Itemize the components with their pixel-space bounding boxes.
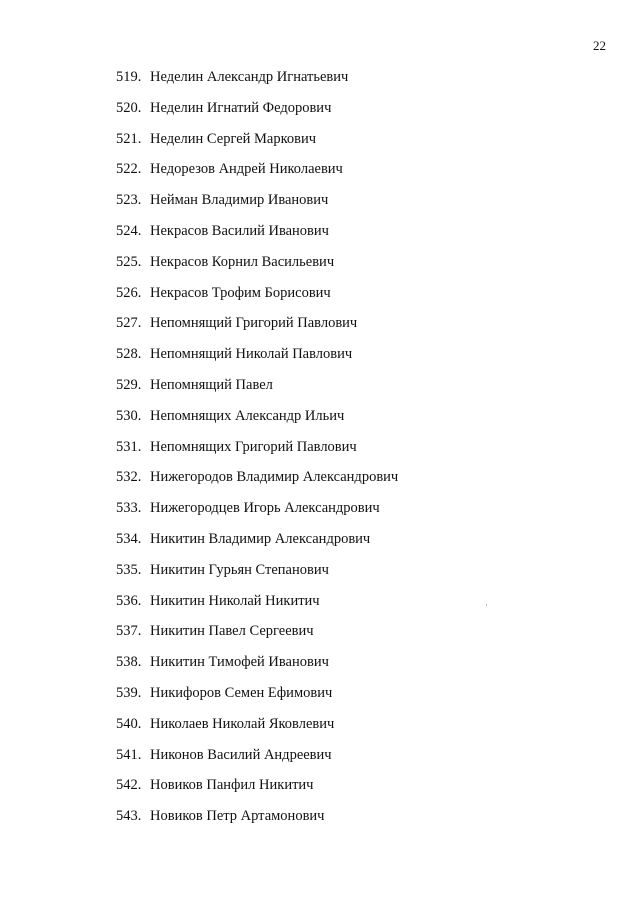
entry-name: Нижегородов Владимир Александрович: [150, 469, 399, 486]
entry-number: 519.: [116, 69, 142, 85]
page-number: 22: [593, 38, 606, 53]
entry-name: Нейман Владимир Иванович: [150, 192, 329, 209]
entry-number: 541.: [116, 746, 142, 763]
entry-number: 540.: [116, 715, 142, 732]
entry-number: 523.: [116, 192, 142, 209]
list-item: [116, 805, 398, 836]
entry-name: Неделин Сергей Маркович: [150, 130, 317, 147]
list-item: [116, 651, 398, 682]
list-item: [116, 620, 398, 651]
entry-name: Некрасов Трофим Борисович: [150, 284, 331, 301]
list-item: [116, 590, 398, 621]
entry-name: Некрасов Корнил Васильевич: [150, 253, 335, 270]
entry-number: 525.: [116, 253, 142, 270]
list-item: [116, 497, 398, 528]
list-item: [116, 713, 398, 744]
entry-number: 536.: [116, 592, 142, 609]
list-item: [116, 559, 398, 590]
list-item: [116, 189, 398, 220]
entry-name: Недорезов Андрей Николаевич: [150, 161, 343, 178]
entry-name: Непомнящий Павел: [150, 376, 273, 393]
entry-number: 538.: [116, 654, 142, 671]
entry-number: 539.: [116, 684, 142, 701]
entry-name: Нижегородцев Игорь Александрович: [150, 500, 380, 517]
list-item: [116, 251, 398, 282]
list-item: [116, 405, 398, 436]
entry-number: 530.: [116, 407, 142, 424]
entry-number: 532.: [116, 469, 142, 486]
list-item: [116, 220, 398, 251]
entry-number: 534.: [116, 530, 142, 547]
entry-number: 521.: [116, 130, 142, 147]
list-item: [116, 466, 398, 497]
entry-number: 520.: [116, 99, 142, 116]
entry-number: 533.: [116, 500, 142, 517]
entry-number: 524.: [116, 222, 142, 239]
entry-name: Новиков Петр Артамонович: [150, 808, 325, 825]
list-item: [116, 97, 398, 128]
entry-name: Непомнящий Николай Павлович: [150, 346, 353, 363]
entry-name: Никифоров Семен Ефимович: [150, 684, 333, 701]
entry-name: Никитин Владимир Александрович: [150, 530, 371, 547]
entry-name: Непомнящих Григорий Павлович: [150, 438, 357, 455]
entry-name: Неделин Игнатий Федорович: [150, 99, 332, 116]
entry-number: 531.: [116, 438, 142, 455]
list-item: [116, 528, 398, 559]
entry-name: Новиков Панфил Никитич: [150, 777, 314, 794]
entry-number: 537.: [116, 623, 142, 640]
list-item: [116, 374, 398, 405]
entry-name: Никитин Тимофей Иванович: [150, 654, 329, 671]
entry-name: Никитин Павел Сергеевич: [150, 623, 314, 640]
entry-number: 543.: [116, 808, 142, 825]
entry-name: Некрасов Василий Иванович: [150, 222, 329, 239]
list-item: [116, 436, 398, 467]
entry-name: Непомнящих Александр Ильич: [150, 407, 345, 424]
list-item: [116, 312, 398, 343]
list-item: [116, 744, 398, 775]
entry-number: 526.: [116, 284, 142, 301]
entry-name: Неделин Александр Игнатьевич: [150, 69, 349, 85]
list-item: [116, 774, 398, 805]
list-item: [116, 128, 398, 159]
list-item: [116, 343, 398, 374]
entry-name: Никитин Николай Никитич: [150, 592, 320, 609]
scan-speck: [486, 604, 487, 606]
list-item: [116, 282, 398, 313]
list-item: [116, 66, 398, 97]
entry-name: Никонов Василий Андреевич: [150, 746, 332, 763]
entry-number: 528.: [116, 346, 142, 363]
entry-number: 535.: [116, 561, 142, 578]
list-item: [116, 158, 398, 189]
entry-number: 542.: [116, 777, 142, 794]
name-list: [116, 66, 398, 836]
list-item: [116, 682, 398, 713]
entry-number: 527.: [116, 315, 142, 332]
entry-number: 529.: [116, 376, 142, 393]
entry-name: Никитин Гурьян Степанович: [150, 561, 329, 578]
entry-name: Непомнящий Григорий Павлович: [150, 315, 358, 332]
entry-name: Николаев Николай Яковлевич: [150, 715, 335, 732]
entry-number: 522.: [116, 161, 142, 178]
